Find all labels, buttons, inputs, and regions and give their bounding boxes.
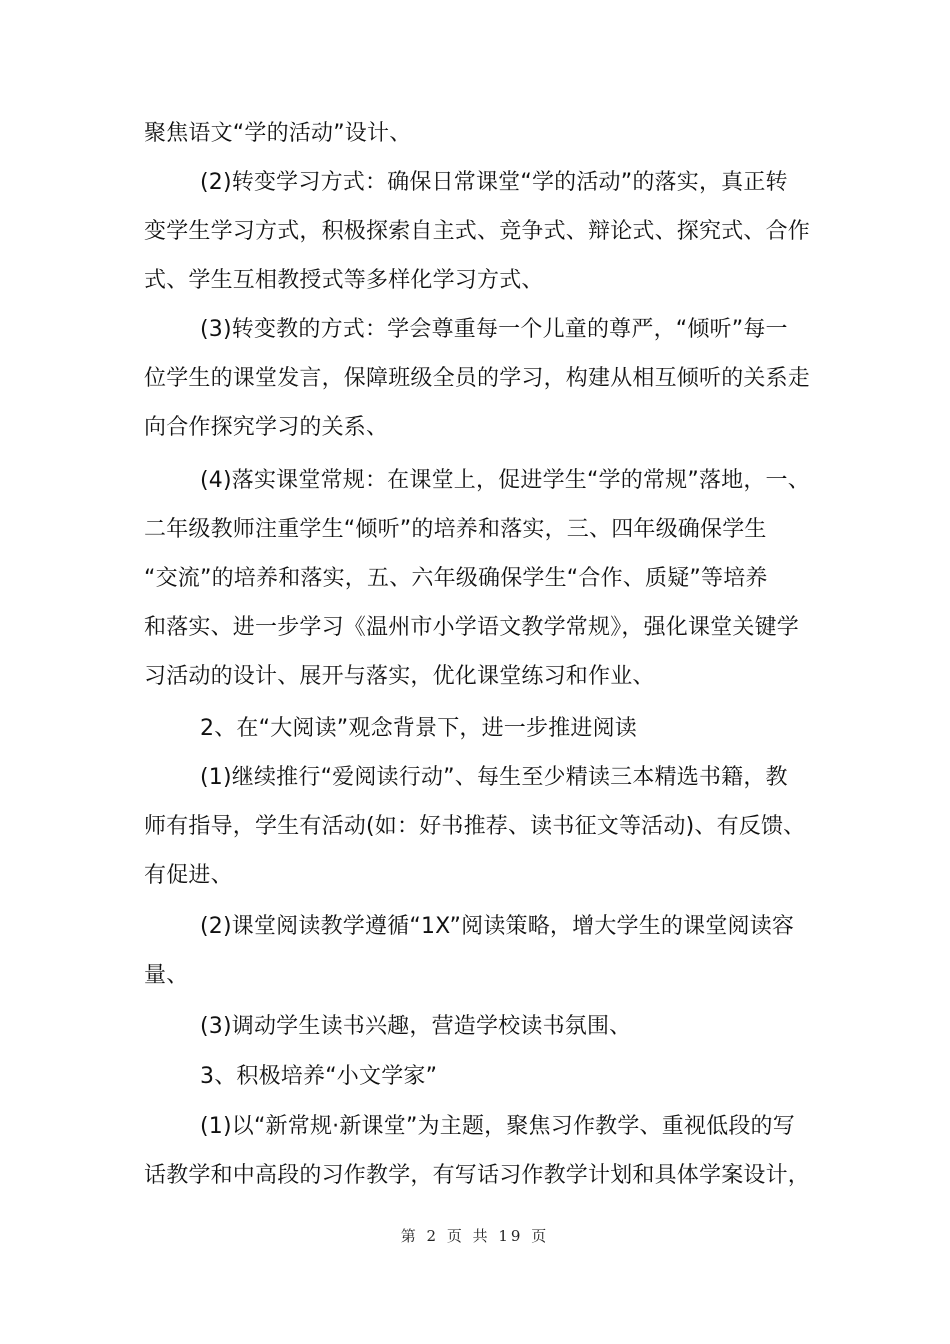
text-line: (2)转变学习方式：确保日常课堂“学的活动”的落实，真正转 <box>200 170 788 195</box>
text-line: (1)以“新常规·新课堂”为主题，聚焦习作教学、重视低段的写 <box>200 1114 795 1139</box>
text-line: 式、学生互相教授式等多样化学习方式、 <box>144 268 544 293</box>
text-line: (4)落实课堂常规：在课堂上，促进学生“学的常规”落地，一、 <box>200 468 810 493</box>
text-line: 二年级教师注重学生“倾听”的培养和落实，三、四年级确保学生 <box>144 517 767 542</box>
text-line: (3)转变教的方式：学会尊重每一个儿童的尊严，“倾听”每一 <box>200 317 788 342</box>
text-line: 话教学和中高段的习作教学，有写话习作教学计划和具体学案设计， <box>144 1163 811 1188</box>
text-line: 师有指导，学生有活动(如：好书推荐、读书征文等活动)、有反馈、 <box>144 814 806 839</box>
text-line: 向合作探究学习的关系、 <box>144 415 389 440</box>
text-line: 位学生的课堂发言，保障班级全员的学习，构建从相互倾听的关系走 <box>144 366 811 391</box>
text-line: 聚焦语文“学的活动”设计、 <box>144 121 412 146</box>
page-number-footer: 第 2 页 共 19 页 <box>400 1227 550 1245</box>
text-line: 有促进、 <box>144 863 233 888</box>
text-line: 量、 <box>144 963 189 988</box>
section-heading: 2、在“大阅读”观念背景下，进一步推进阅读 <box>200 716 637 741</box>
text-line: (2)课堂阅读教学遵循“1X”阅读策略，增大学生的课堂阅读容 <box>200 914 795 939</box>
text-line: (1)继续推行“爱阅读行动”、每生至少精读三本精选书籍，教 <box>200 765 788 790</box>
text-line: 变学生学习方式，积极探索自主式、竞争式、辩论式、探究式、合作 <box>144 219 811 244</box>
text-line: 习活动的设计、展开与落实，优化课堂练习和作业、 <box>144 664 655 689</box>
text-line: (3)调动学生读书兴趣，营造学校读书氛围、 <box>200 1014 632 1039</box>
section-heading: 3、积极培养“小文学家” <box>200 1064 438 1089</box>
text-line: “交流”的培养和落实，五、六年级确保学生“合作、质疑”等培养 <box>144 566 768 591</box>
text-line: 和落实、进一步学习《温州市小学语文教学常规》，强化课堂关键学 <box>144 615 800 640</box>
